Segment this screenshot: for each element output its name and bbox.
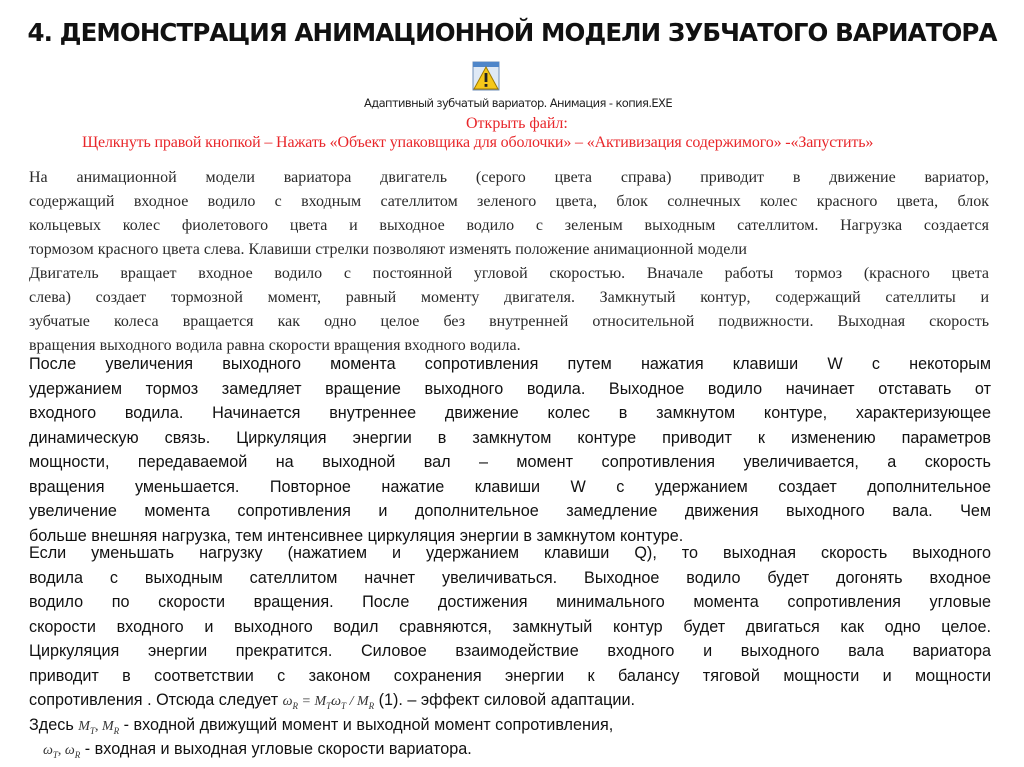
formula-adaptation: $\omega_R = M_T\omega_T / M_R$ (282, 694, 375, 711)
text-line: вращения уменьшается. Повторное нажатие клавиши W с удержанием создает дополнительное (29, 477, 991, 496)
text-line: После увеличения выходного момента сопротивления путем нажатия клавиши W с некоторым (29, 355, 991, 373)
text-line: входного водила. Начинается внутреннее движение колес в замкнутом контуре, характеризующее (29, 404, 991, 422)
text-line: На анимационной модели вариатора двигатель (серого цвета справа) приводит в движение вариатор, (29, 169, 989, 186)
text-line: вращения выходного водила равна скорости вращения входного водила. (29, 337, 521, 354)
text-line: Двигатель вращает входное водило с постоянной угловой скоростью. Вначале работы тормоз (красного цвета (29, 265, 989, 282)
text-line: динамическую связь. Циркуляция энергии в замкнутом контуре приводит к изменению параметров (29, 428, 991, 447)
moments-definition: - входной движущий момент и выходной момент сопротивления, (123, 715, 614, 734)
text-line: водила с выходным сателлитом начнет увеличиваться. Выходное водило будет догонять входное (29, 568, 991, 587)
formula-suffix: (1). – эффект силовой адаптации. (378, 691, 636, 709)
formula-prefix: сопротивления . Отсюда следует (29, 691, 283, 709)
text-line: зубчатые колеса вращается как одно целое без внутренней относительной подвижности. Выходная скорость (29, 313, 989, 330)
slide-title: 4. ДЕМОНСТРАЦИЯ АНИМАЦИОННОЙ МОДЕЛИ ЗУБЧАТОГО ВАРИАТОРА (27, 18, 997, 47)
warning-exe-icon[interactable] (470, 60, 502, 92)
embedded-file-label[interactable]: Адаптивный зубчатый вариатор. Анимация - копия.EXE (363, 96, 673, 110)
text-line: скорости входного и выходного водил сравняются, замкнутый контур будет двигаться как одно целое. (29, 617, 991, 636)
formula-line (29, 688, 991, 713)
text-line: увеличение момента сопротивления и дополнительное замедление движения выходного вала. Чем (29, 502, 991, 520)
model-description-paragraph (29, 166, 989, 358)
text-line: Если уменьшать нагрузку (нажатием и удержанием клавиши Q), то выходная скорость выходного (29, 544, 991, 562)
text-line: содержащий входное водило с входным сателлитом зеленого цвета, блок солнечных колес красного цвета, блок (29, 193, 989, 210)
text-line: приводит в соответствии с законом сохранения энергии к балансу тяговой мощности и мощности (29, 666, 991, 685)
text-line: водило по скорости вращения. После достижения минимального момента сопротивления угловые (29, 593, 991, 611)
text-line: слева) создает тормозной момент, равный моменту двигателя. Замкнутый контур, содержащий сателлиты и (29, 289, 989, 306)
here-prefix: Здесь (29, 715, 79, 734)
load-decrease-paragraph (29, 541, 991, 762)
open-file-instruction: Открыть файл: (466, 115, 568, 132)
definition-line-speeds (29, 737, 991, 762)
load-increase-paragraph (29, 352, 991, 548)
text-line: тормозом красного цвета слева. Клавиши стрелки позволяют изменять положение анимационной модели (29, 241, 747, 258)
definition-line-moments (29, 713, 991, 738)
text-line: больше внешняя нагрузка, тем интенсивнее циркуляция энергии в замкнутом контуре. (29, 526, 684, 545)
text-line: удержанием тормоз замедляет вращение выходного водила. Выходное водило начинает отставать от (29, 379, 991, 398)
text-line: мощности, передаваемой на выходной вал – момент сопротивления увеличивается, а скорость (29, 453, 991, 471)
run-steps-instruction: Щелкнуть правой кнопкой – Нажать «Объект упаковщика для оболочки» – «Активизация содержимого» -«Запустить» (82, 134, 874, 151)
moment-symbols: $M_T$, $M_R$ (78, 718, 120, 736)
omega-symbols: $\omega_T$, $\omega_R$ (43, 743, 81, 760)
text-line: кольцевых колес фиолетового цвета и выходное водило с зеленым выходным сателлитом. Нагрузка создается (29, 217, 989, 234)
speeds-definition: - входная и выходная угловые скорости вариатора. (84, 740, 472, 758)
text-line: Циркуляция энергии прекратится. Силовое взаимодействие входного и выходного вала вариатора (29, 642, 991, 660)
